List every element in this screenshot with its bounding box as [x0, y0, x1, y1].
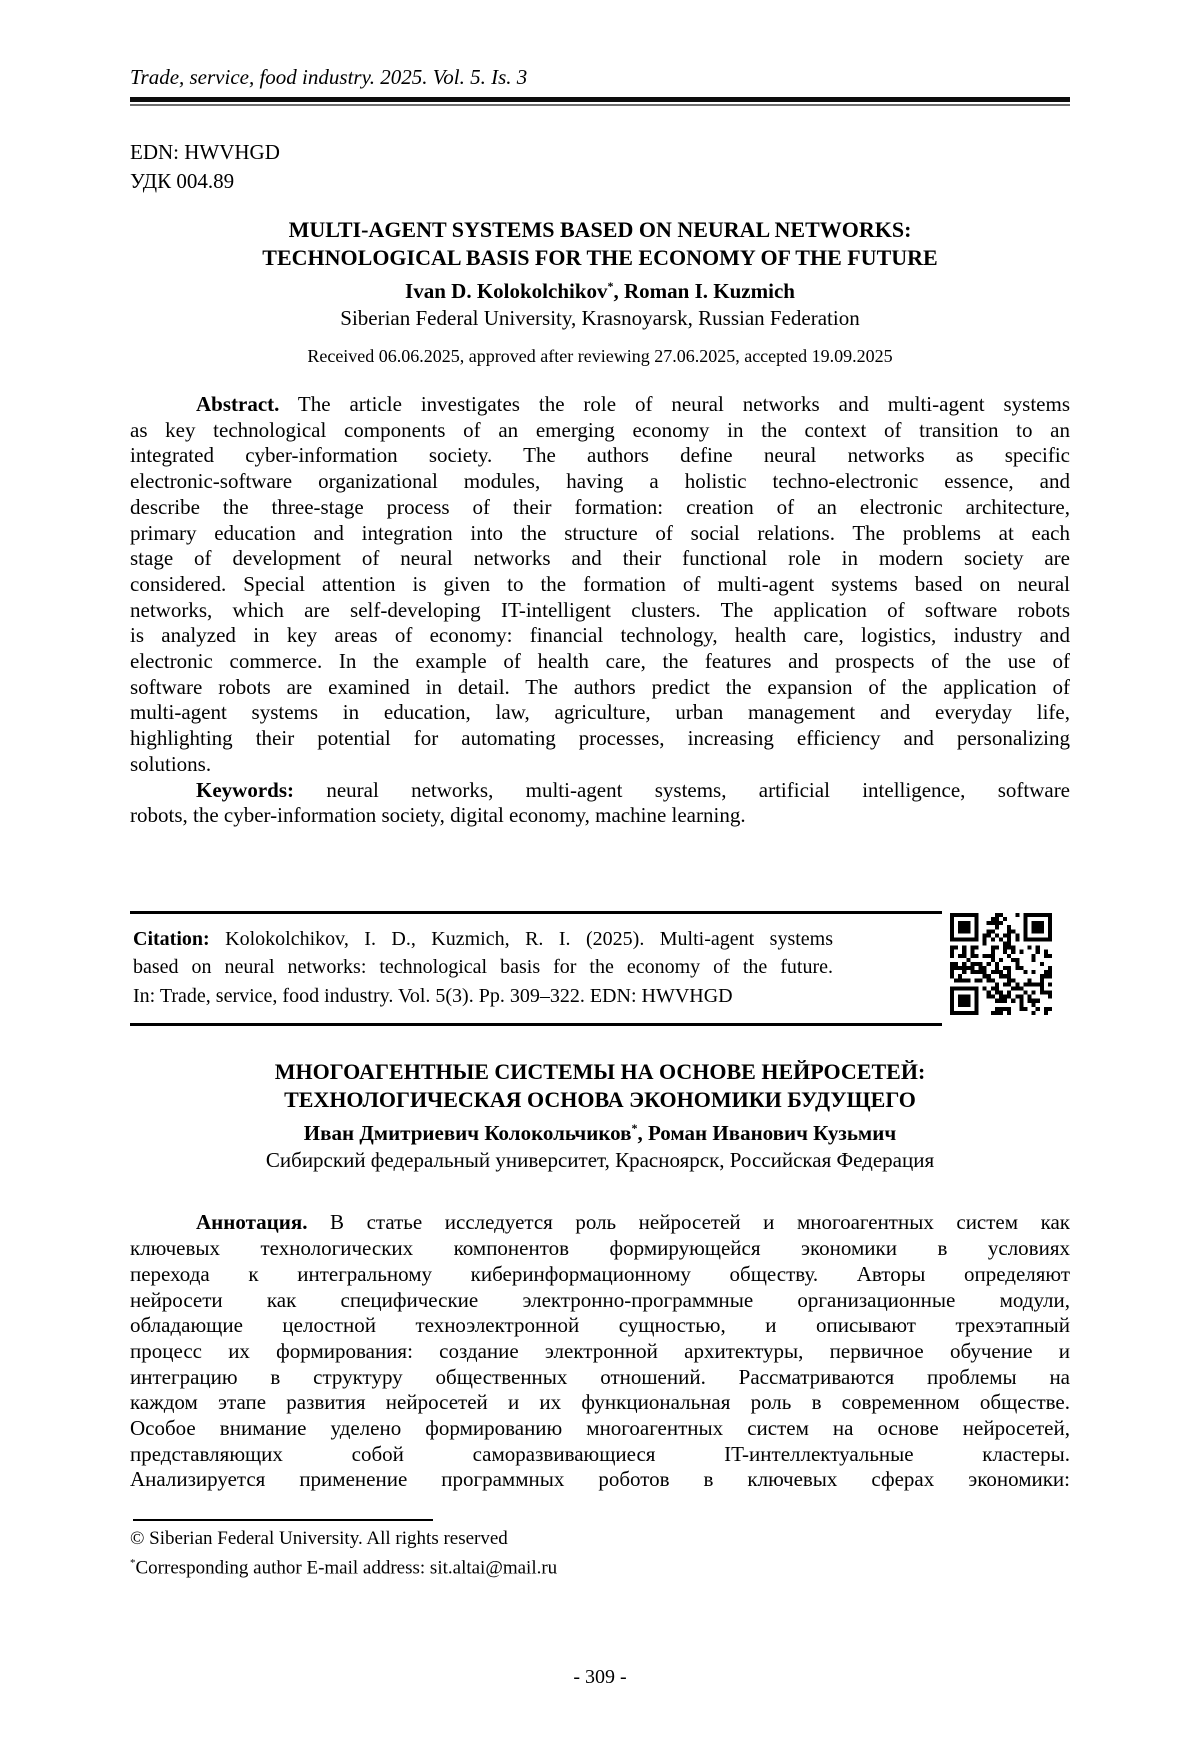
text-line: electronic commerce. In the example of health care, the features and prospects of the use of [130, 649, 1070, 674]
annotation-label: Аннотация. [196, 1210, 308, 1235]
annotation-first-line [130, 1210, 1070, 1236]
running-head: Trade, service, food industry. 2025. Vol. 5. Is. 3 [130, 65, 528, 89]
text-line: обладающие целостной техноэлектронной сущностью, и описывают трехэтапный [130, 1313, 1070, 1338]
citation-lines [133, 953, 833, 982]
text-line: Особое внимание уделено формированию многоагентных систем на основе нейросетей, [130, 1416, 1070, 1441]
text-line: интеграцию в структуру общественных отношений. Рассматриваются проблемы на [130, 1364, 1070, 1389]
citation-box [130, 911, 942, 1027]
corresponding-author-star: * [607, 279, 614, 293]
citation-first-line-text: Kolokolchikov, I. D., Kuzmich, R. I. (2025). Multi-agent systems [225, 927, 833, 950]
text-line: describe the three-stage process of their formation: creation of an electronic architecture, [130, 494, 1070, 519]
text-line: highlighting their potential for automating processes, increasing efficiency and personalizing [130, 726, 1070, 751]
text-line: considered. Special attention is given to the formation of multi-agent systems based on neural [130, 571, 1070, 596]
text-line: представляющих собой саморазвивающиеся IT-интеллектуальные кластеры. [130, 1441, 1070, 1466]
author-2-en: , Roman I. Kuzmich [613, 279, 795, 303]
text-line: ключевых технологических компонентов формирующейся экономики в условиях [130, 1236, 1070, 1261]
abstract-first-line [130, 392, 1070, 418]
article-title-ru-line1: МНОГОАГЕНТНЫЕ СИСТЕМЫ НА ОСНОВЕ НЕЙРОСЕТЕЙ: [274, 1059, 926, 1085]
abstract-first-line-text: The article investigates the role of neural networks and multi-agent systems [297, 392, 1070, 416]
article-title-en-line2: TECHNOLOGICAL BASIS FOR THE ECONOMY OF THE FUTURE [262, 245, 938, 270]
annotation-first-line-text: В статье исследуется роль нейросетей и многоагентных систем как [330, 1210, 1071, 1235]
citation-last-line: In: Trade, service, food industry. Vol. 5(3). Pp. 309–322. EDN: HWVHGD [133, 984, 733, 1007]
author-1-ru: Иван Дмитриевич Колокольчиков [303, 1121, 632, 1146]
text-line: primary education and integration into the structure of social relations. The problems at each [130, 520, 1070, 545]
author-1-en: Ivan D. Kolokolchikov [405, 279, 608, 303]
page-number: - 309 - [573, 1666, 627, 1688]
corresponding-author-star-ru: * [631, 1121, 638, 1136]
affiliation-ru: Сибирский федеральный университет, Красноярск, Российская Федерация [265, 1148, 935, 1173]
received-dates: Received 06.06.2025, approved after reviewing 27.06.2025, accepted 19.09.2025 [307, 346, 893, 366]
text-line: перехода к интегральному киберинформационному обществу. Авторы определяют [130, 1261, 1070, 1286]
corresponding-author-email: Corresponding author E-mail address: sit.altai@mail.ru [135, 1557, 558, 1579]
annotation-ru [130, 1210, 1070, 1493]
abstract-en [130, 392, 1070, 778]
text-line: electronic-software organizational modules, having a holistic techno-electronic essence, and [130, 469, 1070, 494]
english-title-block [130, 216, 1070, 332]
footnote-rule [133, 1519, 433, 1521]
corresponding-author-note [130, 1551, 1070, 1580]
abstract-last-line: solutions. [130, 751, 212, 776]
article-title-ru-line2: ТЕХНОЛОГИЧЕСКАЯ ОСНОВА ЭКОНОМИКИ БУДУЩЕГО [284, 1087, 916, 1113]
authors-en [130, 272, 1070, 305]
footnote-area [130, 1519, 1070, 1580]
text-line: networks, which are self-developing IT-intelligent clusters. The application of software robots [130, 597, 1070, 622]
journal-page [0, 64, 1200, 1761]
text-line: software robots are examined in detail. The authors predict the expansion of the application of [130, 674, 1070, 699]
text-line: as key technological components of an emerging economy in the context of transition to an [130, 417, 1070, 442]
affiliation-en: Siberian Federal University, Krasnoyarsk, Russian Federation [340, 306, 860, 330]
copyright-note: © Siberian Federal University. All rights reserved [130, 1528, 508, 1550]
text-line: is analyzed in key areas of economy: financial technology, health care, logistics, industry and [130, 623, 1070, 648]
edn-code: EDN: HWVHGD [130, 140, 280, 164]
citation-text [133, 925, 833, 1011]
citation-section [130, 911, 1070, 1027]
udk-code: УДК 004.89 [130, 169, 235, 193]
text-line: Анализируется применение программных роботов в ключевых сферах экономики: [130, 1467, 1070, 1492]
citation-first-line [133, 925, 833, 954]
text-line: каждом этапе развития нейросетей и их функциональная роль в современном обществе. [130, 1390, 1070, 1415]
text-line: нейросети как специфические электронно-программные организационные модули, [130, 1287, 1070, 1312]
keywords-last-line: robots, the cyber-information society, digital economy, machine learning. [130, 803, 746, 828]
keywords-first-line [130, 778, 1070, 804]
text-line: stage of development of neural networks and their functional role in modern society are [130, 546, 1070, 571]
text-line: based on neural networks: technological basis for the economy of the future. [133, 956, 833, 979]
text-line: multi-agent systems in education, law, agriculture, urban management and everyday life, [130, 700, 1070, 725]
header-rule-thick [130, 97, 1070, 102]
article-title-en-line1: MULTI-AGENT SYSTEMS BASED ON NEURAL NETWORKS: [288, 217, 912, 242]
abstract-lines [130, 418, 1070, 752]
text-line: integrated cyber-information society. The authors define neural networks as specific [130, 443, 1070, 468]
abstract-label: Abstract. [196, 392, 280, 416]
article-codes [130, 138, 1070, 196]
keywords-first-line-text: neural networks, multi-agent systems, artificial intelligence, software [326, 777, 1071, 802]
footnote-star: * [130, 1557, 136, 1570]
header-rule-thin [130, 104, 1070, 106]
authors-ru [130, 1114, 1070, 1147]
author-2-ru: , Роман Иванович Кузьмич [637, 1121, 897, 1146]
annotation-lines [130, 1236, 1070, 1493]
russian-title-block [130, 1058, 1070, 1174]
qr-code [950, 913, 1052, 1015]
keywords-label: Keywords: [196, 777, 294, 802]
text-line: процесс их формирования: создание электронной архитектуры, первичное обучение и [130, 1338, 1070, 1363]
citation-label: Citation: [133, 927, 210, 950]
keywords-en [130, 778, 1070, 829]
